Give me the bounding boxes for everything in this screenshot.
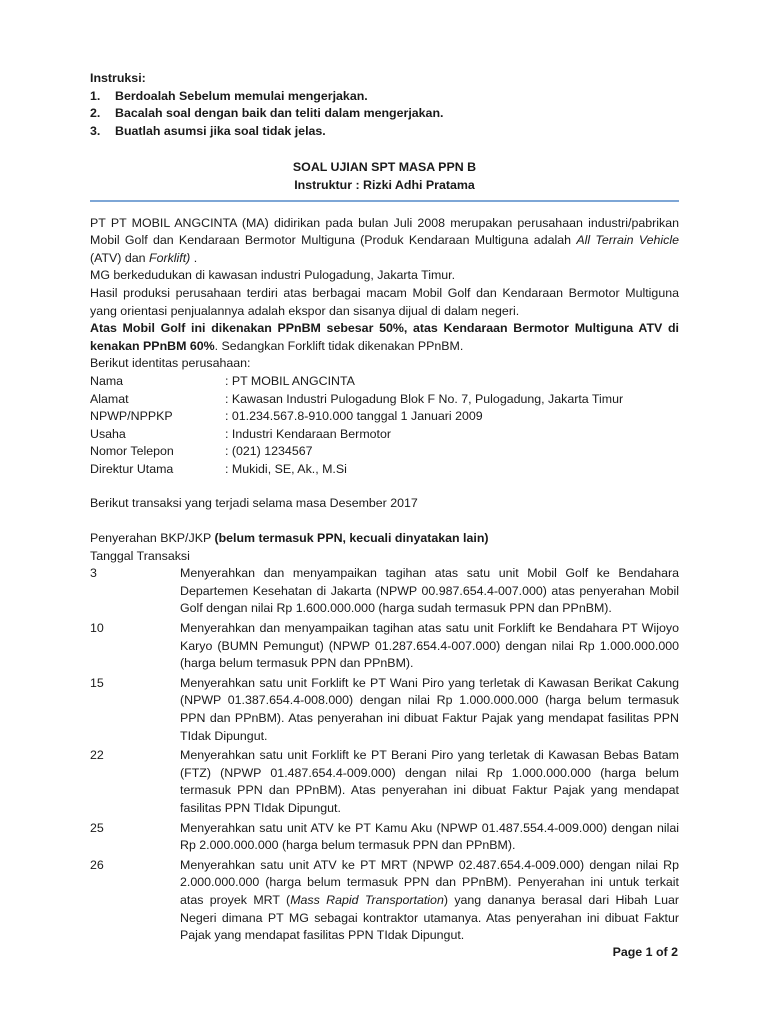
transaction-text: Menyerahkan satu unit ATV ke PT Kamu Aku (NPWP 01.487.554.4-009.000) dengan nilai Rp 2.000.000.000 (harga belum termasuk PPN dan PPnBM). [180,820,679,853]
transaction-row [90,747,679,817]
identity-row [90,373,679,391]
section-heading [90,530,679,548]
transaction-date: 22 [90,748,104,763]
identity-value: : PT MOBIL ANGCINTA [225,373,355,388]
transaction-date: 10 [90,621,104,636]
transaction-row [90,565,679,618]
intro-paragraph-4 [90,320,679,355]
intro-paragraph-5: Berikut identitas perusahaan: [90,356,251,371]
instruction-item [90,105,679,123]
transaction-text [180,857,679,945]
transaction-text: Menyerahkan dan menyampaikan tagihan atas satu unit Mobil Golf ke Bendahara Departemen Kesehatan di Jakarta (NPWP 00.987.654.4-007.000) atas penyerahan Mobil Golf dengan nilai Rp 1.600.000.000 (harga sudah termasuk PPN dan PPnBM). [180,566,679,616]
intro-paragraph-1 [90,215,679,268]
instruction-number: 3. [90,123,101,138]
instruction-item [90,123,679,141]
identity-row [90,408,679,426]
intro-paragraph-3: Hasil produksi perusahaan terdiri atas berbagai macam Mobil Golf dan Kendaraan Bermotor Multiguna yang orientasi penjualannya adalah ekspor dan sisanya dijual di dalam negeri. [90,285,679,318]
transaction-row [90,857,679,945]
identity-key: NPWP/NPPKP [90,409,173,424]
identity-value: : Mukidi, SE, Ak., M.Si [225,461,347,476]
transaction-date: 15 [90,675,104,690]
transaction-date: 25 [90,820,104,835]
transaction-text: Menyerahkan satu unit Forklift ke PT Berani Piro yang terletak di Kawasan Bebas Batam (FTZ) (NPWP 01.487.654.4-009.000) dengan nilai Rp 1.000.000.000 (harga belum termasuk PPN dan PPnBM). Atas penyerahan ini dibuat Faktur Pajak yang mendapat fasilitas PPN TIdak Dipungut. [180,748,679,815]
identity-value: : (021) 1234567 [225,444,313,459]
identity-row [90,443,679,461]
intro-italic: All Terrain Vehicle [576,233,679,248]
intro-text: . [190,250,198,265]
document-header [90,159,679,194]
transaction-text-part: Menyerahkan satu unit ATV ke PT MRT (NPWP 02.487.654.4-009.000) dengan nilai Rp 2.000.000.000 (harga belum termasuk PPN dan PPnBM). Penyerahan ini untuk terkait atas proyek MRT ( [180,857,679,907]
intro-paragraph-2: MG berkedudukan di kawasan industri Pulogadung, Jakarta Timur. [90,268,456,283]
instruction-text: Bacalah soal dengan baik dan teliti dalam mengerjakan. [115,106,444,121]
company-identity-table [90,373,679,479]
transaction-row [90,675,679,745]
identity-key: Nama [90,373,124,388]
identity-row [90,426,679,444]
instruction-number: 1. [90,88,101,103]
intro-text: PT PT MOBIL ANGCINTA (MA) didirikan pada bulan Juli 2008 merupakan perusahaan industri/pabrikan Mobil Golf dan Kendaraan Bermotor Multiguna (Produk Kendaraan Multiguna adalah [90,215,679,248]
spacer [90,478,679,495]
transaction-text: Menyerahkan dan menyampaikan tagihan atas satu unit Forklift ke Bendahara PT Wijoyo Karyo (BUMN Pemungut) (NPWP 01.287.654.4-007.000) dengan nilai Rp 1.000.000.000 (harga belum termasuk PPN dan PPnBM). [180,621,679,671]
instruction-item [90,88,679,106]
column-header: Tanggal Transaksi [90,548,190,563]
identity-row [90,391,679,409]
intro-text: . Sedangkan Forklift tidak dikenakan PPnBM. [214,338,464,353]
instruction-text: Berdoalah Sebelum memulai mengerjakan. [115,88,368,103]
intro-italic: Forklift) [149,250,191,265]
transaction-row [90,820,679,855]
transaction-date: 3 [90,566,97,581]
transactions-intro: Berikut transaksi yang terjadi selama masa Desember 2017 [90,496,418,511]
identity-row [90,461,679,479]
transaction-row [90,620,679,673]
instructions-title: Instruksi: [90,71,146,85]
identity-key: Usaha [90,426,126,441]
transaction-text: Menyerahkan satu unit Forklift ke PT Wani Piro yang terletak di Kawasan Berikat Cakung (NPWP 01.387.654.4-008.000) dengan nilai Rp 1.000.000.000 (harga belum termasuk PPN dan PPnBM). Atas penyerahan ini dibuat Faktur Pajak yang mendapat fasilitas PPN TIdak Dipungut. [180,675,679,743]
title-divider [90,200,679,202]
instructor-line: Instruktur : Rizki Adhi Pratama [294,177,475,192]
page-number: Page 1 of 2 [612,945,678,959]
identity-value: : 01.234.567.8-910.000 tanggal 1 Januari 2009 [225,409,483,424]
identity-key: Nomor Telepon [90,444,174,459]
transaction-date: 26 [90,857,104,872]
identity-value: : Industri Kendaraan Bermotor [225,426,391,441]
instruction-number: 2. [90,106,101,121]
intro-text: (ATV) dan [90,250,149,265]
instruction-text: Buatlah asumsi jika soal tidak jelas. [115,123,326,138]
transaction-text-part: ) yang dananya berasal dari Hibah Luar Negeri dimana PT MG sebagai kontraktor utamanya. Atas penyerahan ini dibuat Faktur Pajak yang mendapat fasilitas PPN TIdak Dipungut. [180,892,679,943]
document-title: SOAL UJIAN SPT MASA PPN B [292,160,477,175]
section-heading-main: Penyerahan BKP/JKP [90,531,215,546]
instructions-list [90,88,679,141]
identity-value: : Kawasan Industri Pulogadung Blok F No. 7, Pulogadung, Jakarta Timur [225,391,624,406]
spacer [90,513,679,530]
identity-key: Alamat [90,391,129,406]
section-heading-note: (belum termasuk PPN, kecuali dinyatakan lain) [214,531,489,546]
transaction-text-italic: Mass Rapid Transportation [290,892,444,907]
ppnbm-rates-text: Atas Mobil Golf ini dikenakan PPnBM sebesar 50%, atas Kendaraan Bermotor Multiguna ATV di kenakan PPnBM 60% [90,321,679,353]
identity-key: Direktur Utama [90,461,174,476]
document-content [90,70,679,945]
